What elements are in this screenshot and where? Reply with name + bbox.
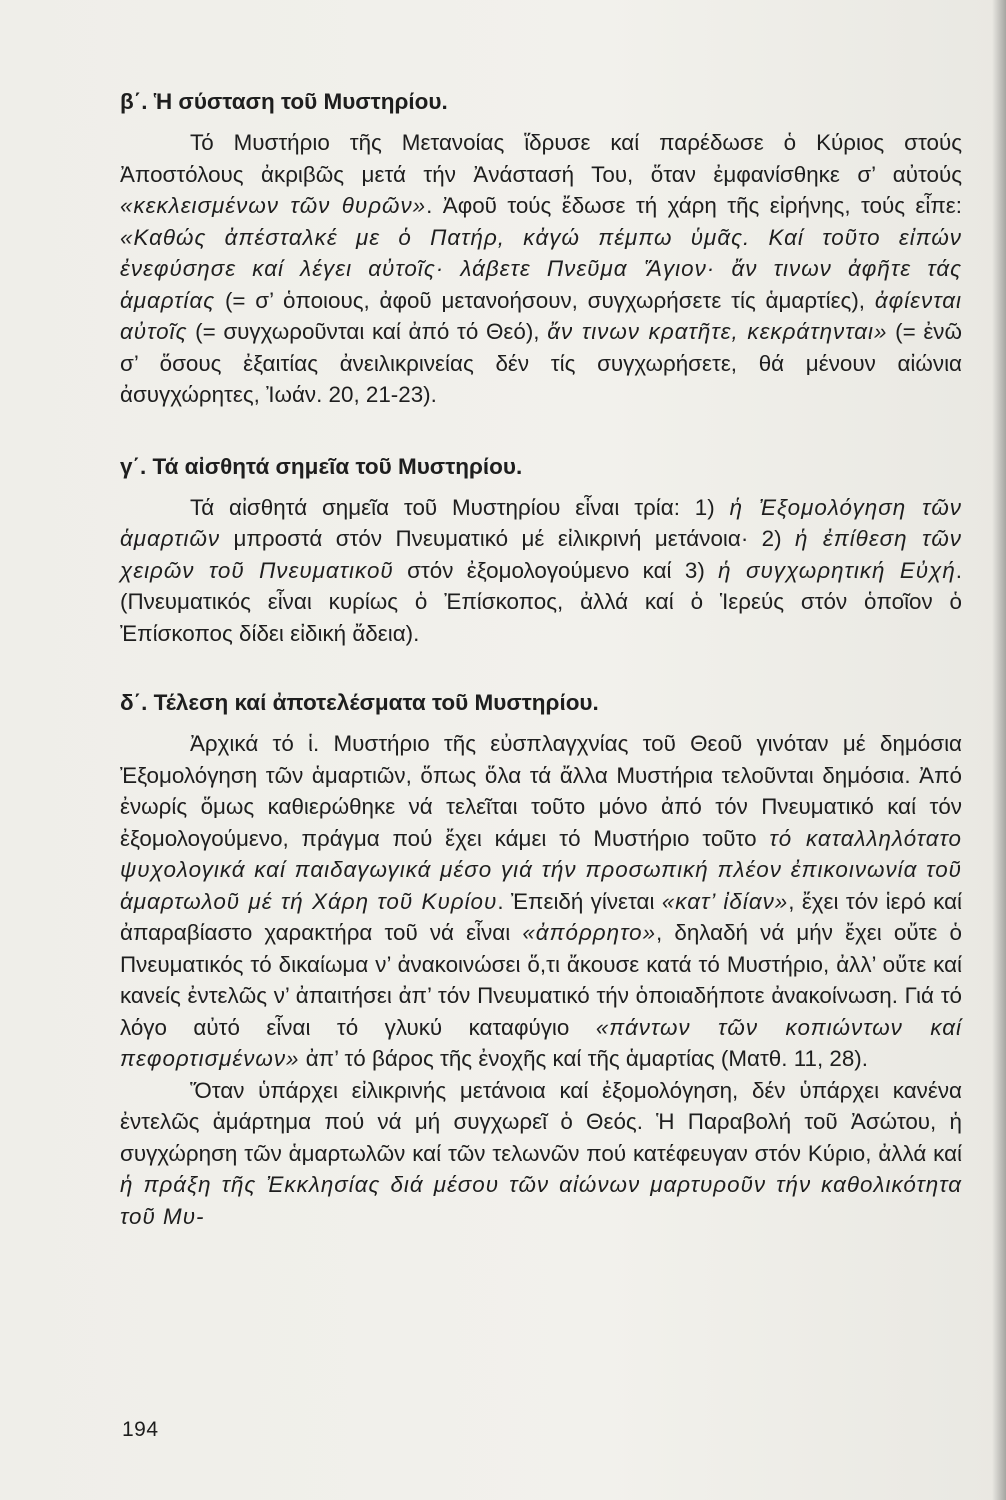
text-run: . (Πνευματικός εἶναι κυρίως ὁ Ἐπίσκοπος, ἀλλά καί ὁ Ἱερεύς στόν ὁποῖον ὁ Ἐπίσκοπος δίδει εἰδική ἄδεια). [120, 557, 962, 646]
italic-run: «ἀπόρρητο» [522, 920, 657, 945]
page-edge-shadow [992, 0, 1006, 1500]
italic-run: ἡ ἐπίθεση τῶν χειρῶν τοῦ Πνευματικοῦ [120, 526, 963, 583]
page-number: 194 [122, 1418, 159, 1441]
section-delta-paragraph-2 [120, 1075, 962, 1233]
italic-run: ἡ Ἐξομολόγηση τῶν ἁμαρτιῶν [120, 494, 963, 551]
italic-run: ἡ πράξη τῆς Ἐκκλησίας διά μέσου τῶν αἰώνων μαρτυροῦν τήν καθολικότητα τοῦ Μυ- [120, 1172, 962, 1229]
text-run: . Ἀφοῦ τούς ἔδωσε τή χάρη τῆς εἰρήνης, τούς εἶπε: [426, 193, 962, 218]
text-run: Ὅταν ὑπάρχει εἰλικρινής μετάνοια καί ἐξομολόγηση, δέν ὑπάρχει κανένα ἐντελῶς ἁμάρτημα πού νά μή συγχωρεῖ ὁ Θεός. Ἡ Παραβολή τοῦ Ἀσώτου, ἡ συγχώρηση τῶν ἁμαρτωλῶν καί τῶν τελωνῶν πού κατέφευγαν στόν Κύριο, ἀλλά καί [120, 1077, 962, 1166]
italic-run: «κεκλεισμένων τῶν θυρῶν» [120, 193, 427, 218]
italic-run: ἄν τινων κρατῆτε, κεκράτηνται» [547, 319, 888, 344]
text-run: ἀπ’ τό βάρος τῆς ἐνοχῆς καί τῆς ἁμαρτίας (Ματθ. 11, 28). [299, 1046, 868, 1071]
text-run: Τό Μυστήριο τῆς Μετανοίας ἵδρυσε καί παρέδωσε ὁ Κύριος στούς Ἀποστόλους ἀκριβῶς μετά τήν Ἀνάστασή Του, ὅταν ἐμφανίσθηκε σ’ αὐτούς [120, 130, 962, 187]
section-beta-paragraph-1 [120, 127, 962, 411]
section-beta-title: β΄. Ἡ σύσταση τοῦ Μυστηρίου. [120, 89, 448, 114]
text-run: Τά αἰσθητά σημεῖα τοῦ Μυστηρίου εἶναι τρία: 1) [190, 494, 730, 520]
section-gamma-paragraph-1 [120, 492, 962, 650]
text-run: , δηλαδή νά μήν ἔχει οὔτε ὁ Πνευματικός τό δικαίωμα ν’ ἀνακοινώσει ὅ,τι ἄκουσε κατά τό Μυστήριο, ἀλλ’ οὔτε καί κανείς ἐντελῶς ν’ ἀπαιτήσει ἀπ’ τόν Πνευματικό τήν ὁποιαδήποτε ἀνακοίνωση. Γιά τό λόγο αὐτό εἶναι τό γλυκύ καταφύγιο [120, 920, 962, 1040]
section-gamma-title: γ΄. Τά αἰσθητά σημεῖα τοῦ Μυστηρίου. [120, 453, 523, 479]
page-body [120, 86, 962, 1232]
text-run: Ἀρχικά τό ἱ. Μυστήριο τῆς εὐσπλαγχνίας τοῦ Θεοῦ γινόταν μέ δημόσια Ἐξομολόγηση τῶν ἁμαρτιῶν, ὅπως ὅλα τά ἄλλα Μυστήρια τελοῦνται δημόσια. Ἀπό ἐνωρίς ὅμως καθιερώθηκε νά τελεῖται τοῦτο μόνο ἀπό τόν Πνευματικό καί τόν ἐξομολογούμενο, πράγμα πού ἔχει κάμει τό Μυστήριο τοῦτο [120, 731, 962, 851]
italic-run: «κατ’ ἰδίαν» [661, 888, 789, 914]
section-delta-paragraph-1 [120, 728, 962, 1075]
italic-run: ἀφίενται αὐτοῖς [120, 287, 962, 344]
text-run: (= ἐνῶ σ’ ὅσους ἐξαιτίας ἀνειλικρινείας δέν τίς συγχωρήσετε, θά μένουν αἰώνια ἀσυγχώρητες, Ἰωάν. 20, 21-23). [120, 319, 962, 407]
text-run: μπροστά στόν Πνευματικό μέ εἰλικρινή μετάνοια· 2) [220, 526, 796, 551]
italic-run: τό καταλληλότατο ψυχολογικά καί παιδαγωγικά μέσο γιά τήν προσωπική πλέον ἐπικοινωνία τοῦ ἁμαρτωλοῦ μέ τή Χάρη τοῦ Κυρίου [120, 825, 962, 914]
text-run: , ἔχει τόν ἱερό καί ἀπαραβίαστο χαρακτήρα τοῦ νά εἶναι [120, 888, 963, 945]
text-run: (= σ’ ὁποιους, ἀφοῦ μετανοήσουν, συγχωρήσετε τίς ἁμαρτίες), [215, 287, 875, 313]
italic-run: ἡ συγχωρητική Εὐχή [718, 557, 956, 583]
italic-run: «πάντων τῶν κοπιώντων καί πεφορτισμένων» [120, 1014, 962, 1071]
text-run: (= συγχωροῦνται καί ἀπό τό Θεό), [187, 319, 548, 344]
text-run: στόν ἐξομολογούμενο καί 3) [393, 557, 719, 583]
text-run: . Ἐπειδή γίνεται [497, 888, 662, 914]
italic-run: «Καθώς ἀπέσταλκέ με ὁ Πατήρ, κἀγώ πέμπω ὑμᾶς. Καί τοῦτο εἰπών ἐνεφύσησε καί λέγει αὐτοῖς· λάβετε Πνεῦμα Ἅγιον· ἄν τινων ἀφῆτε τάς ἁμαρτίας [120, 224, 962, 313]
section-delta-title: δ΄. Τέλεση καί ἀποτελέσματα τοῦ Μυστηρίου. [120, 690, 599, 715]
